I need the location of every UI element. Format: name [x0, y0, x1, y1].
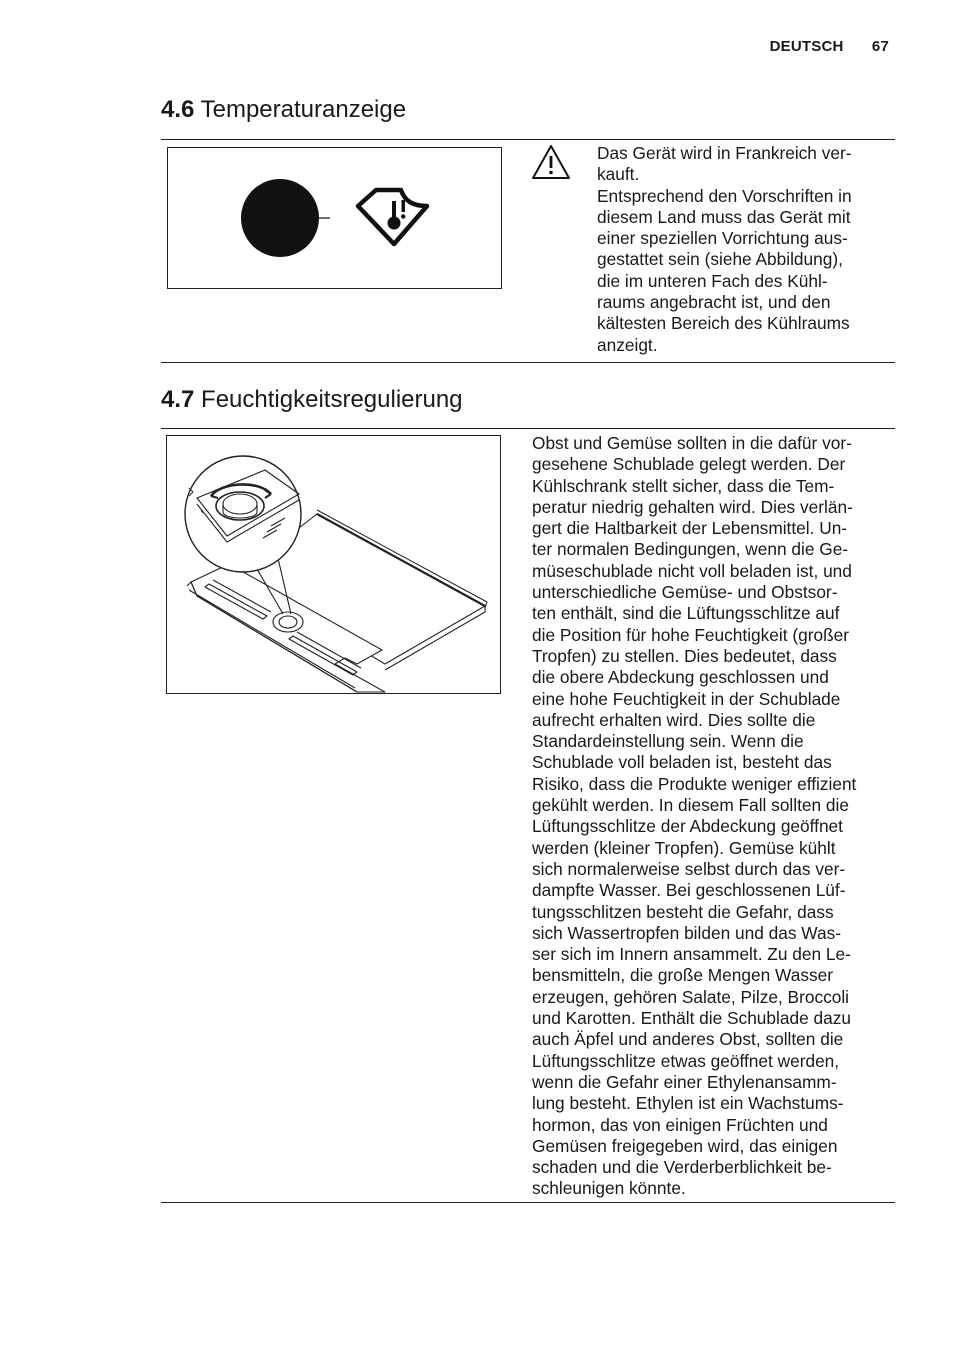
- section-4-7-number: 4.7: [161, 386, 195, 413]
- section-4-7-text: Obst und Gemüse sollten in die dafür vor- gesehene Schublade gelegt werden. Der Kühlschrank stellt sicher, dass die Tem- peratur niedrig gehalten wird. Dies verlän- gert die Haltbarkeit der Lebensmittel. Un- ter normalen Bedingungen, wenn die Ge- müseschublade nicht voll beladen ist, und unterschiedliche Gemüse- und Obstsor- ten enthält, sind die Lüftungsschlitze auf die Position für hohe Feuchtigkeit (großer Tropfen) zu stellen. Dies bedeutet, dass die obere Abdeckung geschlossen und eine hohe Feuchtigkeit in der Schublade aufrecht erhalten wird. Dies sollte die Standardeinstellung sein. Wenn die Schublade voll beladen ist, besteht das Risiko, dass die Produkte weniger effizient gekühlt werden. In diesem Fall sollten die Lüftungsschlitze der Abdeckung geöffnet werden (kleiner Tropfen). Gemüse kühlt sich normalerweise selbst durch das ver- dampfte Wasser. Bei geschlossenen Lüf- tungsschlitzen besteht die Gefahr, dass sich Wassertropfen bilden und das Was- ser sich im Innern ansammelt. Zu den Le- bensmitteln, die große Mengen Wasser erzeugen, gehören Salate, Pilze, Broccoli und Karotten. Enthält die Schublade dazu auch Äpfel und anderes Obst, sollten die Lüftungsschlitze etwas geöffnet werden, wenn die Gefahr einer Ethylenansamm- lung besteht. Ethylen ist ein Wachstums- hormon, das von einigen Früchten und Gemüsen freigegeben wird, das einigen schaden und die Verderberblichkeit be- schleunigen könnte.: [532, 433, 857, 1199]
- section-4-7-bottom-rule: [161, 1202, 895, 1203]
- section-4-7-top-rule: [161, 428, 895, 429]
- section-4-6-heading: [161, 96, 406, 124]
- crisper-drawer-cover-illustration: [167, 436, 500, 693]
- humidity-control-figure: [166, 435, 501, 694]
- section-4-6-title: Temperaturanzeige: [200, 96, 407, 123]
- section-4-6-bottom-rule: [161, 362, 895, 363]
- section-4-6-number: 4.6: [161, 96, 195, 123]
- page-number: 67: [871, 38, 889, 55]
- header-language: DEUTSCH: [769, 38, 844, 55]
- thermometer-warning-icon: [358, 190, 427, 244]
- temperature-indicator-figure: [167, 147, 502, 289]
- section-4-6-top-rule: [161, 139, 895, 140]
- temperature-indicator-illustration: [168, 148, 501, 288]
- section-4-7-title: Feuchtigkeitsregulierung: [201, 386, 463, 413]
- warning-triangle-icon: [531, 144, 571, 180]
- section-4-6-text: Das Gerät wird in Frankreich ver- kauft. Entsprechend den Vorschriften in diesem Land muss das Gerät mit einer speziellen Vorrichtung aus- gestattet sein (siehe Abbildung), die im unteren Fach des Kühl- raums angebracht ist, und den kältesten Bereich des Kühlraums anzeigt.: [597, 143, 852, 355]
- page-header: [770, 38, 889, 55]
- indicator-dial: [241, 179, 319, 257]
- section-4-7-heading: [161, 386, 463, 414]
